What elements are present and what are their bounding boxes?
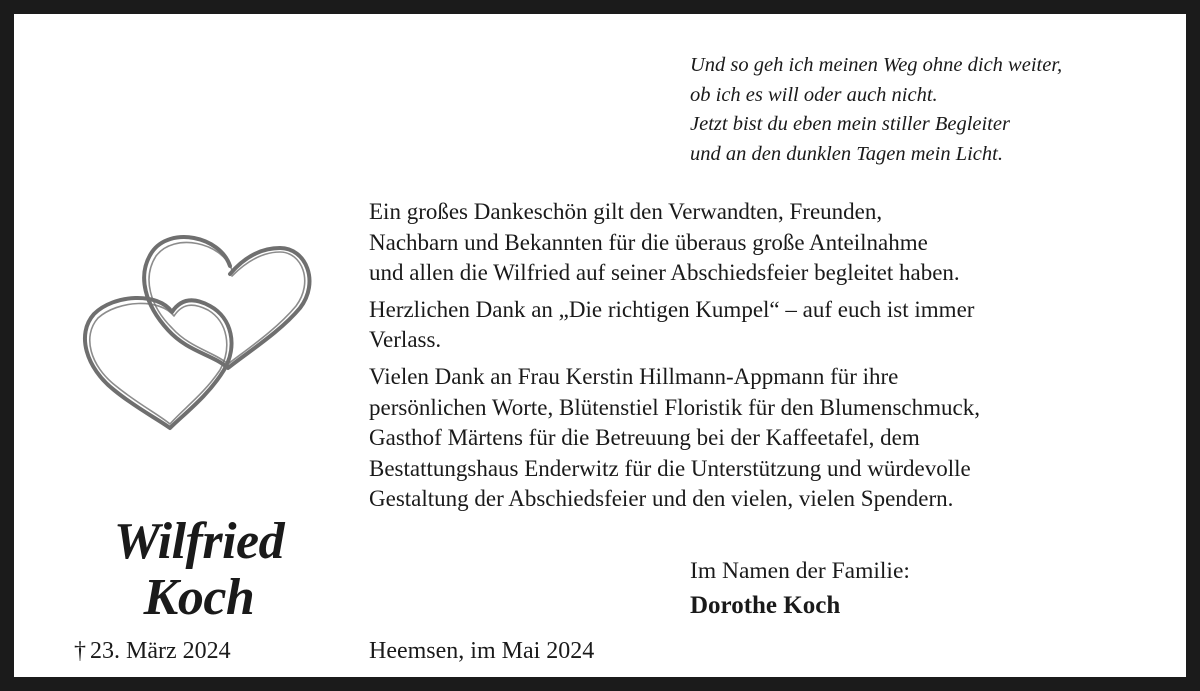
message-line: Ein großes Dankeschön gilt den Verwandten, Freunden, <box>369 199 883 224</box>
dagger-icon: † <box>74 638 86 664</box>
message-line: Gestaltung der Abschiedsfeier und den vielen, vielen Spendern. <box>369 486 954 512</box>
death-date-line <box>74 636 349 666</box>
message-line: Herzlichen Dank an „Die richtigen Kumpel“ – auf euch ist immer <box>369 296 975 322</box>
deceased-first-name: Wilfried <box>113 513 285 570</box>
deceased-last-name: Koch <box>143 569 255 626</box>
poem-line: und an den dunklen Tagen mein Licht. <box>690 142 1003 165</box>
family-label: Im Namen der Familie: <box>690 558 910 584</box>
memorial-poem <box>690 51 1190 169</box>
message-paragraph <box>369 295 1169 356</box>
signer-name: Dorothe Koch <box>690 592 841 619</box>
message-line: und allen die Wilfried auf seiner Abschiedsfeier begleitet haben. <box>369 260 960 286</box>
death-date: 23. März 2024 <box>90 638 231 664</box>
poem-line: Und so geh ich meinen Weg ohne dich weiter, <box>690 54 1063 76</box>
message-line: Bestattungshaus Enderwitz für die Unterstützung und würdevolle <box>369 455 971 481</box>
message-line: Vielen Dank an Frau Kerstin Hillmann-Appmann für ihre <box>369 363 899 389</box>
message-paragraph <box>369 362 1169 515</box>
message-line: Verlass. <box>369 327 442 353</box>
poem-line: ob ich es will oder auch nicht. <box>690 83 938 106</box>
thank-you-message <box>369 197 1169 521</box>
message-line: Gasthof Märtens für die Betreuung bei der Kaffeetafel, dem <box>369 425 920 451</box>
poem-line: Jetzt bist du eben mein stiller Begleiter <box>690 113 1010 135</box>
deceased-name <box>74 514 324 626</box>
two-hearts-icon <box>80 228 320 438</box>
message-paragraph <box>369 197 1169 289</box>
place-and-date: Heemsen, im Mai 2024 <box>369 638 595 664</box>
message-line: Nachbarn und Bekannten für die überaus große Anteilnahme <box>369 229 928 255</box>
message-line: persönlichen Worte, Blütenstiel Floristik für den Blumenschmuck, <box>369 394 980 420</box>
